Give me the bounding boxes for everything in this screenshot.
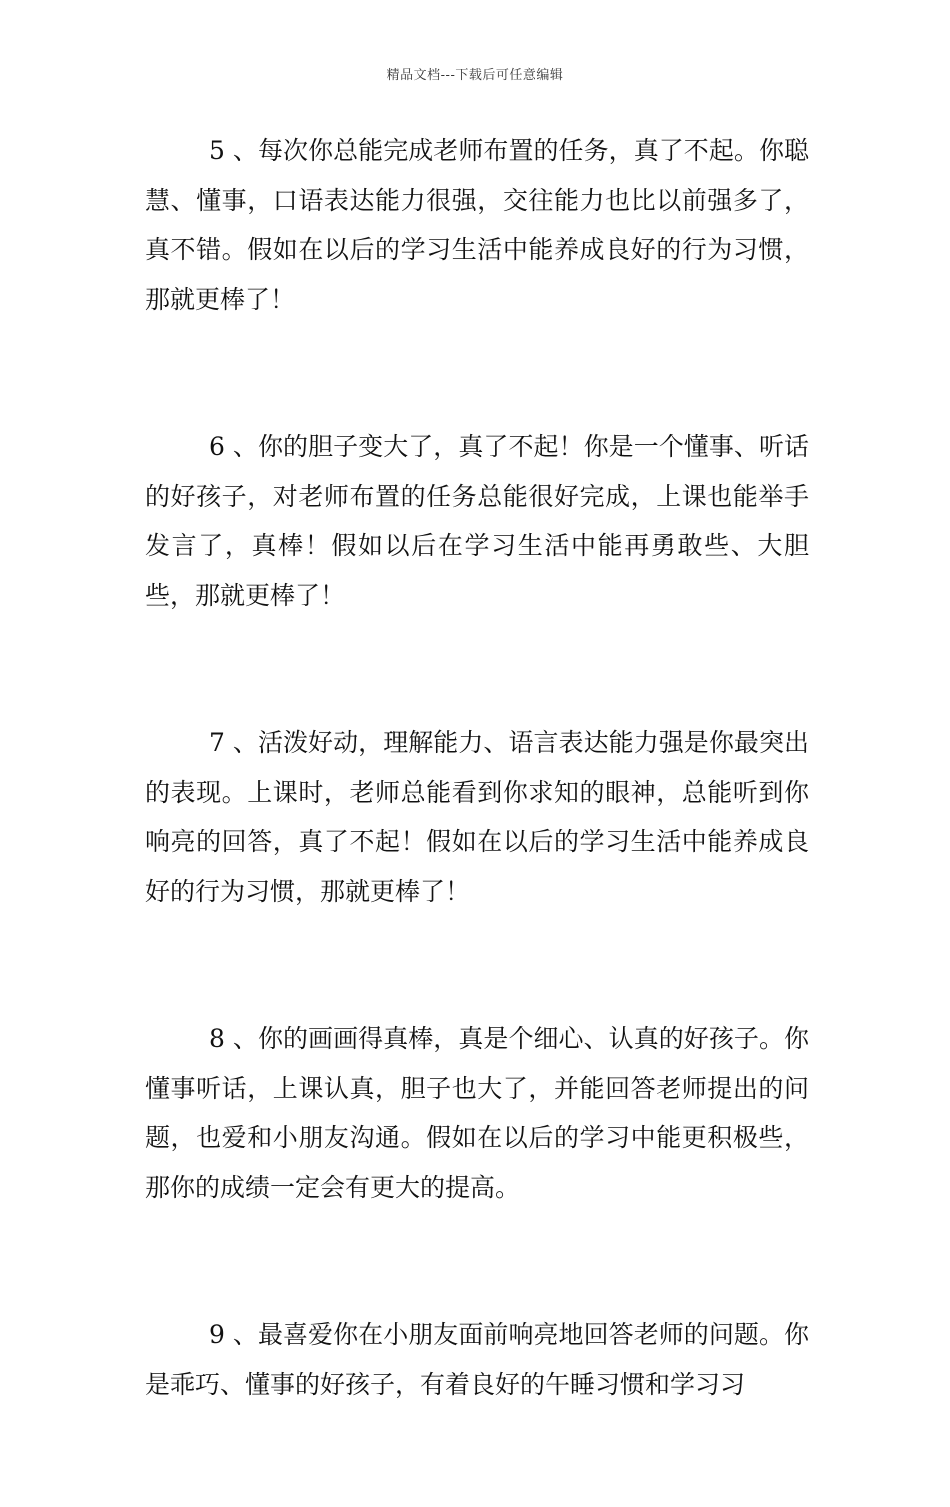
paragraph-7: 7 、活泼好动，理解能力、语言表达能力强是你最突出的表现。上课时，老师总能看到你求知的眼神，总能听到你响亮的回答，真了不起！假如在以后的学习生活中能养成良好的行为习惯，那就更棒了！ (145, 728, 809, 906)
paragraph-5: 5 、每次你总能完成老师布置的任务，真了不起。你聪慧、懂事，口语表达能力很强，交往能力也比以前强多了，真不错。假如在以后的学习生活中能养成良好的行为习惯，那就更棒了！ (145, 136, 809, 314)
paragraph-6: 6 、你的胆子变大了，真了不起！你是一个懂事、听话的好孩子，对老师布置的任务总能很好完成，上课也能举手发言了，真棒！假如以后在学习生活中能再勇敢些、大胆些，那就更棒了！ (145, 432, 809, 610)
paragraph-9: 9 、最喜爱你在小朋友面前响亮地回答老师的问题。你是乖巧、懂事的好孩子，有着良好的午睡习惯和学习习 (145, 1320, 809, 1399)
document-body (145, 126, 809, 1507)
page-header: 精品文档---下载后可任意编辑 (386, 68, 564, 83)
paragraph-8: 8 、你的画画得真棒，真是个细心、认真的好孩子。你懂事听话，上课认真，胆子也大了，并能回答老师提出的问题，也爱和小朋友沟通。假如在以后的学习中能更积极些，那你的成绩一定会有更大的提高。 (145, 1024, 809, 1202)
